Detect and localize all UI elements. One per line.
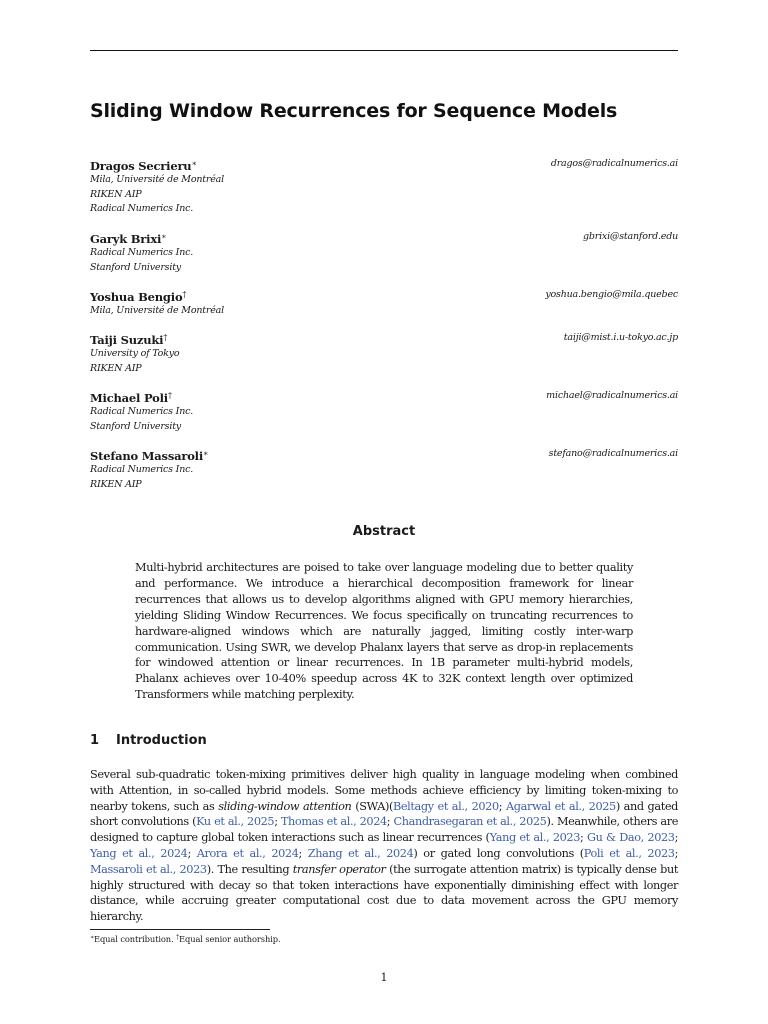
author-block: [90, 389, 678, 434]
author-block: [90, 288, 678, 319]
author-email[interactable]: michael@radicalnumerics.ai: [546, 390, 678, 401]
author-affiliation: Stanford University: [90, 420, 181, 432]
citation-link[interactable]: Massaroli et al., 2023: [90, 862, 207, 876]
author-affiliation: Radical Numerics Inc.: [90, 464, 194, 475]
author-mark: ∗: [203, 449, 209, 458]
author-email[interactable]: dragos@radicalnumerics.ai: [550, 158, 678, 169]
author-name-text: Yoshua Bengio: [90, 290, 183, 304]
author-block: [90, 230, 678, 275]
section-heading: [90, 733, 207, 748]
page-number: 1: [380, 971, 388, 984]
abstract-text: Multi-hybrid architectures are poised to take over language modeling due to better quality and performance. We introduce a hierarchical decomposition framework for linear recurrences that allows us to develop algorithms aligned with GPU memory hierarchies, yielding Sliding Window Recurrences. We focus specifically on truncating recurrences to hardware-aligned windows which are naturally jagged, limiting costly inter-warp communication. Using SWR, we develop Phalanx layers that serve as drop-in replacements for windowed attention or linear recurrences. In 1B parameter multi-hybrid models, Phalanx achieves over 10-40% speedup across 4K to 32K context length over optimized Transformers while matching perplexity.: [135, 561, 633, 702]
citation-link[interactable]: Agarwal et al., 2025: [506, 799, 616, 813]
author-mark: †: [163, 333, 168, 342]
author-affiliation: RIKEN AIP: [90, 188, 142, 200]
author-email[interactable]: stefano@radicalnumerics.ai: [548, 448, 678, 459]
author-affiliation: Mila, Université de Montréal: [90, 174, 224, 185]
footnote-senior-authorship: Equal senior authorship.: [179, 934, 281, 944]
author-name-text: Taiji Suzuki: [90, 333, 164, 347]
citation-link[interactable]: Arora et al., 2024: [196, 846, 299, 860]
author-name-text: Dragos Secrieru: [90, 159, 192, 173]
citation-link[interactable]: Poli et al., 2023: [583, 846, 675, 860]
paragraph-text: Several sub-quadratic token-mixing primitives deliver high quality in language modeling when combined with Attention, in so-called hybrid models. Some methods achieve efficiency by limiting token-mixing to nearby tokens, such as: [90, 768, 678, 813]
footnote-rule: [90, 929, 270, 930]
author-name-text: Garyk Brixi: [90, 232, 162, 246]
paragraph-text: ;: [274, 815, 281, 829]
author-affiliation: Radical Numerics Inc.: [90, 406, 194, 417]
section-title: Introduction: [116, 733, 207, 748]
author-affiliation: RIKEN AIP: [90, 362, 142, 374]
section-number: 1: [90, 733, 100, 748]
paragraph-text: ). Meanwhile, others are designed to capture global token interactions such as linear recurrences (: [90, 815, 678, 845]
author-block: [90, 447, 678, 492]
footnote-mark-senior-authorship: †: [176, 934, 180, 941]
author-affiliation: University of Tokyo: [90, 348, 180, 359]
abstract-heading: Abstract: [352, 524, 416, 539]
author-affiliation: Radical Numerics Inc.: [90, 247, 194, 258]
citation-link[interactable]: Ku et al., 2025: [196, 815, 275, 829]
emphasized-term: sliding-window attention: [218, 799, 352, 813]
citation-link[interactable]: Yang et al., 2023: [489, 831, 580, 845]
author-mark: †: [182, 290, 187, 299]
citation-link[interactable]: Zhang et al., 2024: [307, 846, 414, 860]
author-name-text: Stefano Massaroli: [90, 449, 204, 463]
author-mark: †: [167, 391, 172, 400]
citation-link[interactable]: Yang et al., 2024: [90, 846, 188, 860]
author-block: [90, 157, 678, 217]
introduction-paragraph: [90, 767, 678, 925]
paragraph-text: ;: [580, 831, 587, 845]
author-block: [90, 331, 678, 376]
emphasized-term: transfer operator: [292, 862, 386, 876]
paragraph-text: ). The resulting: [206, 862, 293, 876]
top-rule: [90, 50, 678, 51]
author-affiliation: Radical Numerics Inc.: [90, 203, 194, 214]
author-mark: ∗: [161, 232, 167, 241]
author-affiliation: Mila, Université de Montréal: [90, 305, 224, 316]
paragraph-text: ;: [386, 815, 394, 829]
footnote-equal-contribution: Equal contribution.: [93, 934, 174, 944]
author-email[interactable]: taiji@mist.i.u-tokyo.ac.jp: [563, 332, 678, 343]
paragraph-text: ) and gated short convolutions (: [90, 799, 678, 829]
author-affiliation: Stanford University: [90, 261, 181, 273]
paragraph-text: ;: [674, 846, 678, 860]
citation-link[interactable]: Chandrasegaran et al., 2025: [393, 815, 547, 829]
paper-title: Sliding Window Recurrences for Sequence Models: [90, 100, 618, 122]
paragraph-text: (the surrogate attention matrix) is typically dense but highly structured with decay so that token interactions have exponentially diminishing effect with longer distance, while accruing greater computational cost due to data movement across the GPU memory hierarchy.: [90, 862, 678, 924]
citation-link[interactable]: Beltagy et al., 2020: [393, 799, 499, 813]
author-email[interactable]: gbrixi@stanford.edu: [582, 231, 678, 242]
footnote: [90, 934, 281, 944]
paragraph-text: ;: [187, 846, 197, 860]
author-email[interactable]: yoshua.bengio@mila.quebec: [545, 289, 678, 300]
citation-link[interactable]: Gu & Dao, 2023: [586, 831, 675, 845]
paragraph-text: ;: [498, 799, 507, 813]
paragraph-text: ;: [298, 846, 308, 860]
author-mark: ∗: [191, 159, 197, 168]
author-affiliation: RIKEN AIP: [90, 478, 142, 490]
citation-link[interactable]: Thomas et al., 2024: [280, 815, 387, 829]
paragraph-text: (SWA)(: [351, 799, 393, 813]
paragraph-text: ;: [674, 831, 678, 845]
author-name-text: Michael Poli: [90, 391, 168, 405]
footnote-mark-equal-contribution: ∗: [90, 934, 94, 941]
paragraph-text: ) or gated long convolutions (: [413, 846, 584, 860]
